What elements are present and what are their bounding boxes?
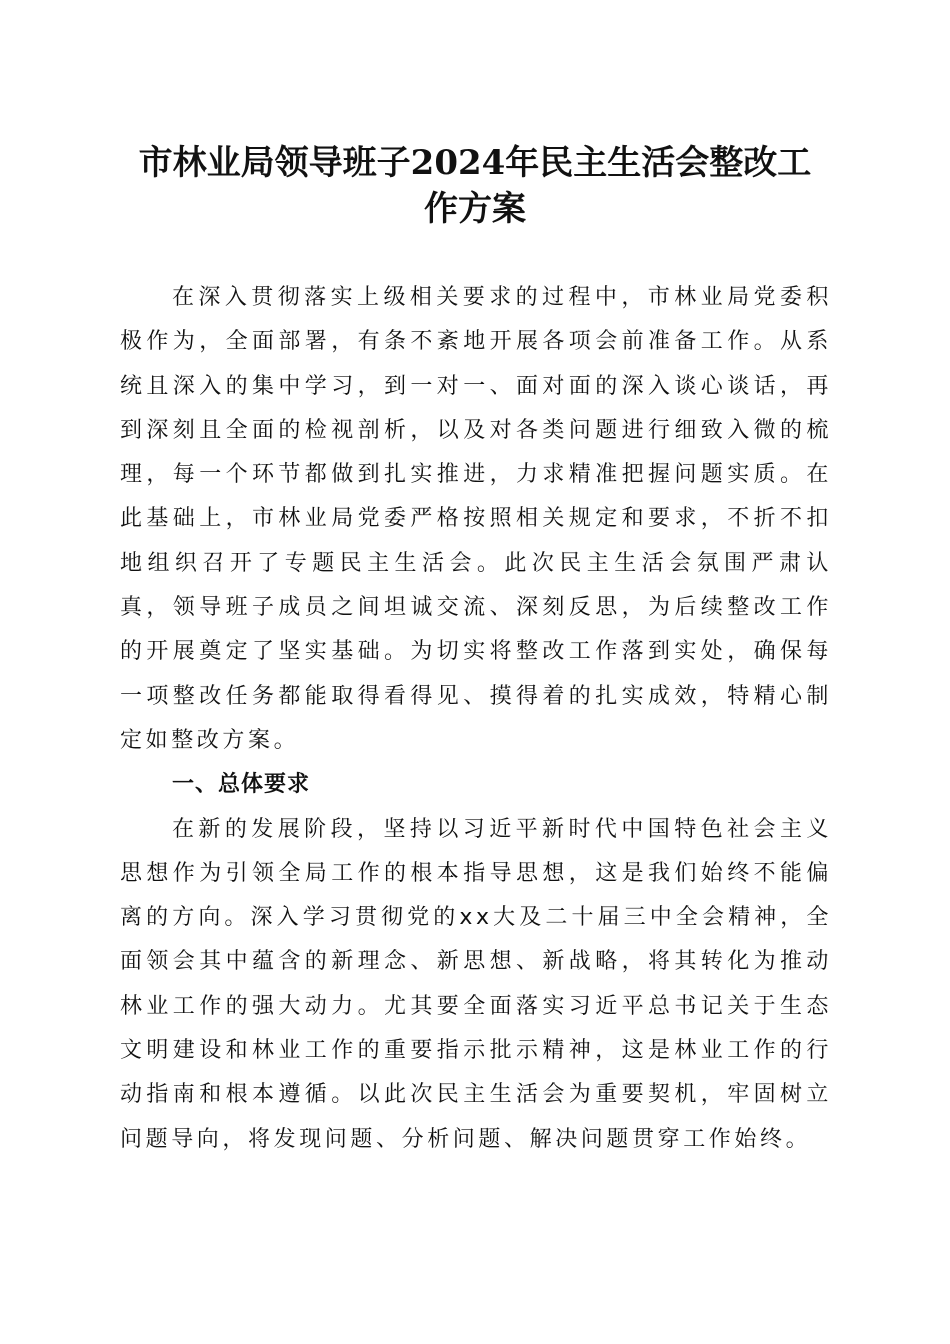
document-title bbox=[100, 140, 850, 232]
document-body bbox=[120, 276, 832, 1162]
section-heading-general-requirements: 一、总体要求 bbox=[172, 772, 311, 798]
title-line-2: 作方案 bbox=[424, 189, 526, 229]
general-requirements-paragraph: 在新的发展阶段，坚持以习近平新时代中国特色社会主义思想作为引领全局工作的根本指导思想，这是我们始终不能偏离的方向。深入学习贯彻党的xx大及二十届三中全会精神，全面领会其中蕴含的新理念、新思想、新战略，将其转化为推动林业工作的强大动力。尤其要全面落实习近平总书记关于生态文明建设和林业工作的重要指示批示精神，这是林业工作的行动指南和根本遵循。以此次民主生活会为重要契机，牢固树立问题导向，将发现问题、分析问题、解决问题贯穿工作始终。 bbox=[120, 816, 832, 1152]
title-line-1: 市林业局领导班子2024年民主生活会整改工 bbox=[138, 143, 812, 183]
intro-paragraph: 在深入贯彻落实上级相关要求的过程中，市林业局党委积极作为，全面部署，有条不紊地开展各项会前准备工作。从系统且深入的集中学习，到一对一、面对面的深入谈心谈话，再到深刻且全面的检视剖析，以及对各类问题进行细致入微的梳理，每一个环节都做到扎实推进，力求精准把握问题实质。在此基础上，市林业局党委严格按照相关规定和要求，不折不扣地组织召开了专题民主生活会。此次民主生活会氛围严肃认真，领导班子成员之间坦诚交流、深刻反思，为后续整改工作的开展奠定了坚实基础。为切实将整改工作落到实处，确保每一项整改任务都能取得看得见、摸得着的扎实成效，特精心制定如整改方案。 bbox=[120, 285, 832, 753]
